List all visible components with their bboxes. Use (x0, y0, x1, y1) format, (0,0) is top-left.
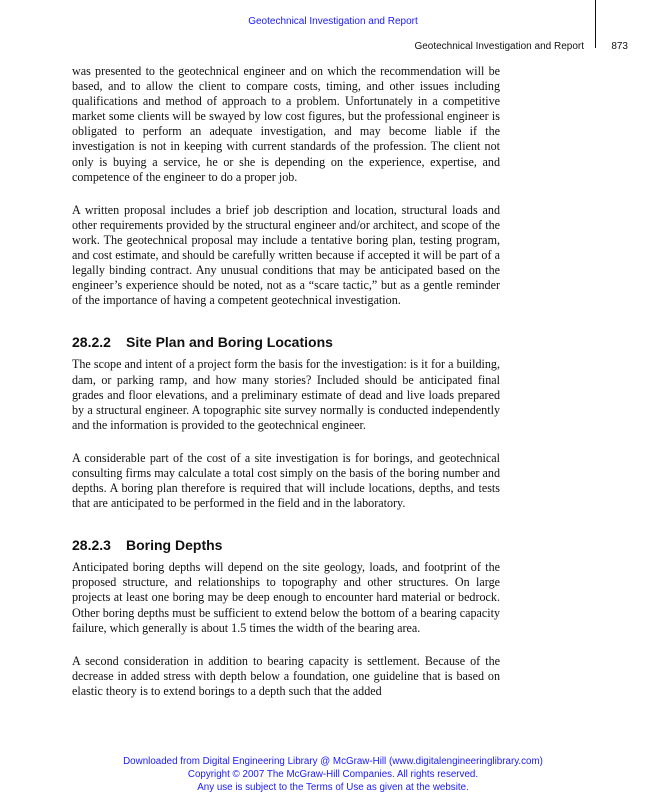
section-number: 28.2.3 (72, 537, 111, 554)
body-paragraph: A written proposal includes a brief job description and location, structural loads and other requirements provided by the structural engineer and/or architect, and scope of the work. The geotechnical proposal may include a tentative boring plan, testing program, and cost estimate, and should be carefully written because if accepted it will be part of a legally binding contract. Any unusual conditions that may be anticipated based on the engineer’s experience should be noted, not as a “scare tactic,” but as a gentle reminder of the importance of having a competent geotechnical investigation. (72, 202, 500, 308)
running-header (0, 41, 666, 55)
footer-download-link[interactable]: Downloaded from Digital Engineering Library @ McGraw-Hill (www.digitalengineeringlibrary.com) (123, 756, 543, 767)
body-paragraph: Anticipated boring depths will depend on the site geology, loads, and footprint of the proposed structure, and relationships to topography and other structures. On large projects at least one boring may be deep enough to encounter hard material or bedrock. Other boring depths must be sufficient to extend below the bottom of a bearing capacity failure, which generally is about 1.5 times the width of the bearing area. (72, 560, 500, 635)
footer-terms[interactable]: Any use is subject to the Terms of Use as given at the website. (197, 782, 469, 793)
page-number: 873 (611, 41, 628, 52)
running-title: Geotechnical Investigation and Report (414, 41, 584, 52)
body-paragraph: The scope and intent of a project form the basis for the investigation: is it for a building, dam, or parking ramp, and how many stories? Included should be anticipated final grades and floor elevations, and a preliminary estimate of dead and live loads prepared by a structural engineer. A topographic site survey normally is conducted independently and the information is provided to the geotechnical engineer. (72, 357, 500, 432)
document-source-link[interactable]: Geotechnical Investigation and Report (248, 16, 418, 27)
section-heading (72, 536, 500, 554)
section-title: Boring Depths (126, 537, 223, 554)
section-title: Site Plan and Boring Locations (126, 334, 333, 351)
body-paragraph: A considerable part of the cost of a site investigation is for borings, and geotechnical consulting firms may calculate a total cost simply on the basis of the boring number and depths. A boring plan therefore is required that will include locations, depths, and tests that are anticipated to be performed in the field and in the laboratory. (72, 450, 500, 511)
body-paragraph: A second consideration in addition to bearing capacity is settlement. Because of the decrease in added stress with depth below a foundation, one guideline that is based on elastic theory is to extend borings to a depth such that the added (72, 653, 500, 698)
footer-notice (0, 755, 666, 794)
page-body (72, 64, 500, 717)
footer-copyright: Copyright © 2007 The McGraw-Hill Companies. All rights reserved. (187, 769, 479, 780)
body-paragraph: was presented to the geotechnical engineer and on which the recommendation will be based, and to allow the client to compare costs, timing, and other issues including qualifications and method of approach to a problem. Unfortunately in a competitive market some clients will be swayed by low cost figures, but the professional engineer is obligated to perform an adequate investigation, and may become liable if the investigation is not in keeping with current standards of the profession. The client not only is buying a service, he or she is depending on the experience, expertise, and competence of the engineer to do a proper job. (72, 64, 500, 184)
section-heading (72, 333, 500, 351)
section-number: 28.2.2 (72, 334, 111, 351)
